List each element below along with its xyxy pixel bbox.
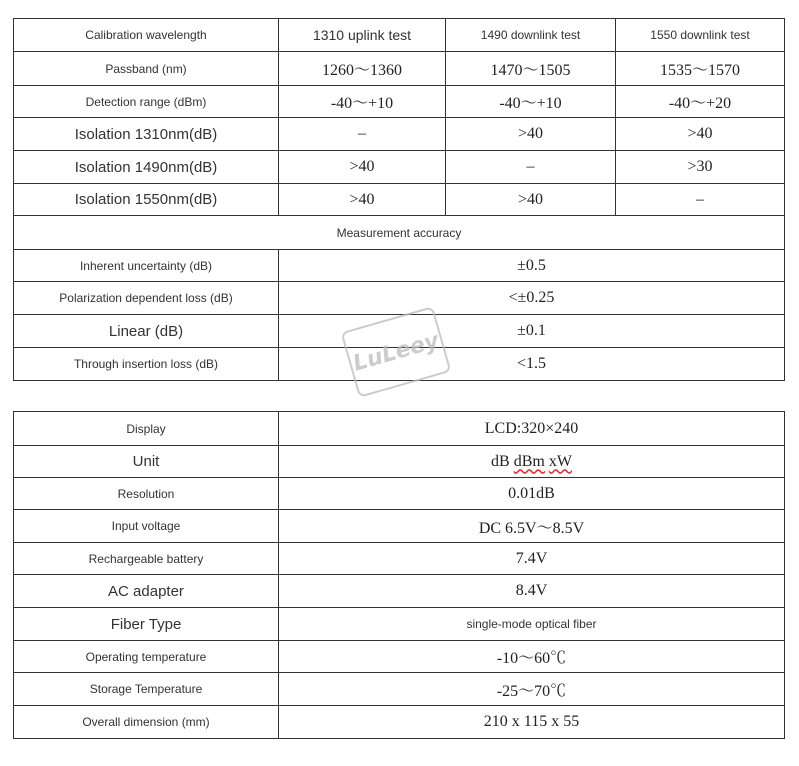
row-label: Display <box>14 412 279 446</box>
table-row <box>14 575 785 608</box>
row-label: Isolation 1490nm(dB) <box>14 151 279 184</box>
row-value-1310: -40～+10 <box>279 86 446 118</box>
row-value-1550: >40 <box>616 118 785 151</box>
row-label: Storage Temperature <box>14 673 279 706</box>
table-row <box>14 118 785 151</box>
row-value: single-mode optical fiber <box>279 608 785 641</box>
header-label-cell: Calibration wavelength <box>14 19 279 52</box>
row-label: Operating temperature <box>14 641 279 673</box>
row-value-1490: >40 <box>446 184 616 216</box>
table-row <box>14 282 785 315</box>
row-value: 7.4V <box>279 543 785 575</box>
row-value-1550: – <box>616 184 785 216</box>
row-label: Inherent uncertainty (dB) <box>14 250 279 282</box>
table-row <box>14 608 785 641</box>
row-label: Unit <box>14 446 279 478</box>
table-row <box>14 86 785 118</box>
row-label: Resolution <box>14 478 279 510</box>
row-label: Fiber Type <box>14 608 279 641</box>
table-row <box>14 412 785 446</box>
row-value-1550: 1535～1570 <box>616 52 785 86</box>
watermark-logo: LuLeey <box>340 306 451 398</box>
row-value-1490: 1470～1505 <box>446 52 616 86</box>
row-label: Input voltage <box>14 510 279 543</box>
table-row <box>14 184 785 216</box>
row-value-1550: >30 <box>616 151 785 184</box>
row-value: ±0.1 <box>279 315 785 348</box>
row-value: 8.4V <box>279 575 785 608</box>
unit-xw: xW <box>548 452 572 470</box>
row-value-1550: -40～+20 <box>616 86 785 118</box>
table-row <box>14 706 785 739</box>
row-value: 0.01dB <box>279 478 785 510</box>
general-specs-table <box>13 411 785 739</box>
row-label: Through insertion loss (dB) <box>14 348 279 381</box>
table-row <box>14 250 785 282</box>
row-value: LCD:320×240 <box>279 412 785 446</box>
row-label: Linear (dB) <box>14 315 279 348</box>
table-row <box>14 151 785 184</box>
table-row <box>14 510 785 543</box>
row-value: DC 6.5V～8.5V <box>279 510 785 543</box>
row-value-1490: -40～+10 <box>446 86 616 118</box>
table-row <box>14 52 785 86</box>
header-col-1550: 1550 downlink test <box>616 19 785 52</box>
unit-dbm: dBm <box>513 452 545 470</box>
header-col-1490: 1490 downlink test <box>446 19 616 52</box>
row-value-1310: – <box>279 118 446 151</box>
row-value: <±0.25 <box>279 282 785 315</box>
table-row <box>14 446 785 478</box>
row-label: Isolation 1550nm(dB) <box>14 184 279 216</box>
row-value <box>279 446 785 478</box>
table-row <box>14 478 785 510</box>
row-value: ±0.5 <box>279 250 785 282</box>
row-label: AC adapter <box>14 575 279 608</box>
row-label: Rechargeable battery <box>14 543 279 575</box>
row-value: -10～60℃ <box>279 641 785 673</box>
table-header-row <box>14 19 785 52</box>
row-label: Polarization dependent loss (dB) <box>14 282 279 315</box>
row-label: Detection range (dBm) <box>14 86 279 118</box>
row-value-1310: >40 <box>279 151 446 184</box>
row-value: -25～70℃ <box>279 673 785 706</box>
section-title: Measurement accuracy <box>14 216 785 250</box>
row-value-1310: 1260～1360 <box>279 52 446 86</box>
row-label: Passband (nm) <box>14 52 279 86</box>
row-value-1490: >40 <box>446 118 616 151</box>
table-row <box>14 641 785 673</box>
table-row <box>14 543 785 575</box>
section-row <box>14 216 785 250</box>
header-col-1310: 1310 uplink test <box>279 19 446 52</box>
row-value-1310: >40 <box>279 184 446 216</box>
row-label: Isolation 1310nm(dB) <box>14 118 279 151</box>
unit-db: dB <box>491 452 510 470</box>
table-row <box>14 673 785 706</box>
row-value: 210 x 115 x 55 <box>279 706 785 739</box>
row-label: Overall dimension (mm) <box>14 706 279 739</box>
row-value-1490: – <box>446 151 616 184</box>
row-value: <1.5 <box>279 348 785 381</box>
